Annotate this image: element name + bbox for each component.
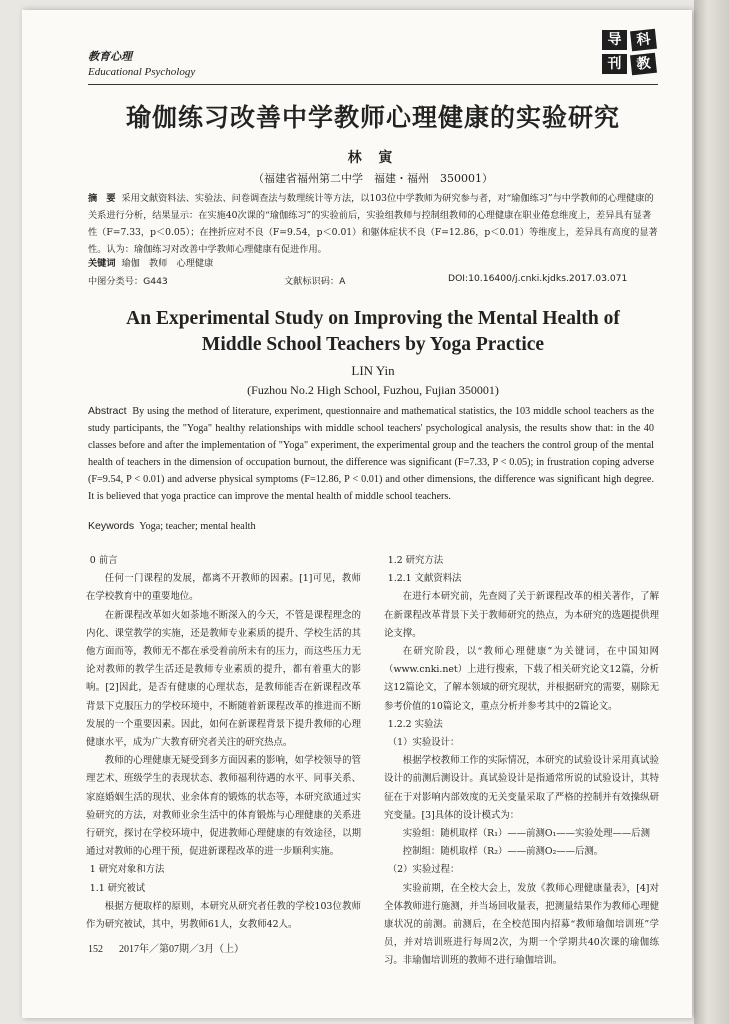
subsection-heading: 1.2.2 实验法 (387, 718, 443, 730)
keywords-cn-text: 瑜伽 教师 心理健康 (121, 258, 214, 269)
title-en-line: Middle School Teachers by Yoga Practice (201, 334, 545, 355)
paragraph: 在研究阶段，以“教师心理健康”为关键词，在中国知网（www.cnki.net）上进行搜索，下载了相关研究论文12篇，分析这12篇论文，了解本领域的研究现状，并根据研究的需要，剔除无参考价值的10篇论文，重点分析并参考其中的2篇论文。 (384, 646, 659, 712)
header-rule (88, 84, 658, 85)
paragraph: 在新课程改革如火如荼地不断深入的今天，不管是课程理念的内化、课堂教学的实施，还是教师专业素质的提升、学校生活的其他方面而等，教师无不都在承受着前所未有的压力，而这些压力无论对教师的教学生活还是教师专业素质的提升，都有着重大的影响。[2]因此，是否有健康的心理状态，是教师能否在新课程改革背景下克服压力的学校环境中，不断随着新课程改革的推进而不断发展的一个重要因素。因此，如何在新课程背景下提升教师的心理健康水平，成为广大教育研究者关注的研究热点。 (86, 609, 361, 749)
author-en: LIN Yin (351, 363, 395, 378)
paragraph: 根据方便取样的原则，本研究从研究者任教的学校103位教师作为研究被试，其中，男教师61人，女教师42人。 (86, 900, 361, 931)
logo-char: 刊 (602, 54, 627, 74)
abstract-en (88, 403, 654, 505)
title-en-line: An Experimental Study on Improving the Mental Health of (126, 308, 620, 329)
doi: DOI:10.16400/j.cnki.kjdks.2017.03.071 (448, 273, 628, 284)
logo-char: 教 (630, 53, 657, 76)
body-column-right (384, 552, 659, 971)
document-code: 文献标识码：A (284, 276, 346, 287)
keywords-cn-label: 关键词 (88, 258, 116, 269)
subsection-heading: （2）实验过程： (387, 864, 460, 876)
abstract-cn-label: 摘 要 (88, 193, 116, 204)
keywords-en (88, 520, 658, 532)
section-heading: 0 前言 (89, 555, 118, 566)
journal-logo (602, 30, 658, 76)
subsection-heading: 1.2.1 文献资料法 (387, 573, 462, 585)
section-heading: 1 研究对象和方法 (89, 864, 165, 876)
paragraph: 根据学校教师工作的实际情况，本研究的试验设计采用真试验设计的前测后测设计。真试验设计是指通常所说的试验设计，其特征在于对影响内部效度的无关变量采取了严格的控制并有效操纵研究变量。[3]具体的设计模式为： (384, 755, 659, 821)
author-cn: 林 寅 (347, 150, 399, 166)
affiliation-cn: （福建省福州第二中学 福建・福州 350001） (253, 172, 493, 185)
abstract-en-text: By using the method of literature, experiment, questionnaire and mathematical statistics, the 103 middle school teachers as the study participants, the "Yoga" healthy relationships with middle school teachers' psychological analysis, the results show that: in the 40 classes before and after the implementation of "Yoga" experiment, the experimental group and the teachers the control group of the mental health of teachers in the dimension of occupation burnout, the difference was significant (F=7.33, P < 0.05); in frustration coping adverse (F=9.54, P < 0.01) and adverse physical symptoms (F=12.86, P < 0.01) and other dimensions, the difference was significant high degree. It is believed that yoga practice can improve the mental health of middle school teachers. (88, 406, 654, 502)
keywords-cn (88, 255, 658, 269)
abstract-en-label: Abstract (88, 405, 127, 417)
book-binding-shadow (694, 0, 729, 1024)
clc-number: 中图分类号：G443 (88, 276, 168, 287)
subsection-heading: 1.2 研究方法 (387, 555, 444, 566)
design-line: 控制组：随机取样（R₂）——前测O₂——后测。 (402, 846, 604, 858)
subsection-heading: 1.1 研究被试 (89, 882, 146, 894)
paper-title-cn: 瑜伽练习改善中学教师心理健康的实验研究 (125, 103, 620, 132)
keywords-en-text: Yoga; teacher; mental health (139, 521, 256, 532)
abstract-cn-text: 采用文献资料法、实验法、问卷调查法与数理统计等方法，以103位中学教师为研究参与者，对“瑜伽练习”与中学教师的心理健康的关系进行分析，结果显示：在实施40次课的“瑜伽练习”的实验前后，实验组教师与控制组教师的心理健康在职业倦怠维度上，差异具有显著性（F=7.33，p＜0.05）；在挫折应对不良（F=9.54，p＜0.01）和躯体症状不良（F=12.86，p＜0.01）等维度上，差异具有高度的显著性。认为：瑜伽练习对改善中学教师心理健康有促进作用。 (88, 193, 658, 255)
design-line: 实验组：随机取样（R₁）——前测O₁——实验处理——后测 (402, 828, 651, 840)
abstract-cn (88, 190, 658, 258)
body-column-left (86, 552, 361, 934)
logo-char: 导 (602, 30, 627, 50)
paragraph: 教师的心理健康无疑受到多方面因素的影响，如学校领导的管理艺术、班级学生的表现状态、教师福利待遇的水平、同事关系、家庭婚姻生活的现状、业余体育的锻炼的状态等，本研究欲通过实验研究的方法，对教师业余生活中的体育锻炼与心理健康的关系进行研究，探讨在学校环境中，促进教师心理健康的有效途径，以期通过对教师的心理干预，促进新课程改革的进一步顺利实施。 (86, 755, 361, 858)
subsection-heading: （1）实验设计： (387, 737, 460, 749)
paragraph: 实验前期，在全校大会上，发放《教师心理健康量表》，[4]对全体教师进行施测，并当场回收量表，把测量结果作为教师心理健康状况的前测。前测后，在全校范围内招募“教师瑜伽培训班”学员，并对培训班进行每周2次，为期一个学期共40次课的瑜伽练习。非瑜伽培训班的教师不进行瑜伽培训。 (384, 882, 659, 967)
keywords-en-label: Keywords (88, 520, 135, 532)
journal-name-en: Educational Psychology (88, 66, 196, 78)
paragraph: 任何一门课程的发展，都离不开教师的因素。[1]可见，教师在学校教育中的重要地位。 (86, 573, 361, 603)
logo-char: 科 (630, 29, 657, 52)
page-number: 152 (88, 944, 103, 955)
affiliation-en: (Fuzhou No.2 High School, Fuzhou, Fujian 350001) (247, 383, 499, 397)
paragraph: 在进行本研究前，先查阅了关于新课程改革的相关著作，了解在新课程改革背景下关于教师研究的热点，为本研究的选题提供理论支撑。 (384, 591, 659, 639)
paper-title-en (88, 306, 658, 358)
page-footer (88, 940, 244, 955)
issue-info: 2017年／第07期／3月（上） (119, 944, 244, 955)
journal-name-cn: 教育心理 (88, 50, 132, 63)
